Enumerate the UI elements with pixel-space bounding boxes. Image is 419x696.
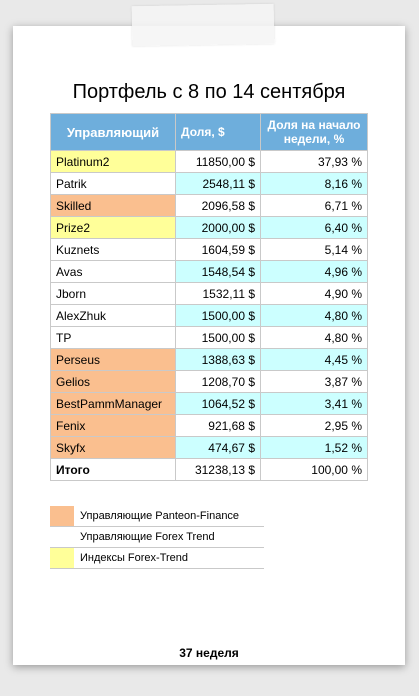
amount-cell: 1532,11 $ <box>176 283 261 305</box>
amount-cell: 1388,63 $ <box>176 349 261 371</box>
percent-cell: 4,90 % <box>261 283 368 305</box>
total-amount: 31238,13 $ <box>176 459 261 481</box>
manager-name: Kuznets <box>51 239 176 261</box>
column-header-amount: Доля, $ <box>176 114 261 151</box>
legend <box>50 506 264 569</box>
table-row <box>51 261 368 283</box>
legend-label-index: Индексы Forex-Trend <box>80 552 189 564</box>
percent-cell: 37,93 % <box>261 151 368 173</box>
legend-label-panteon: Управляющие Panteon-Finance <box>80 510 240 522</box>
tape-decoration <box>132 4 275 46</box>
manager-name: Avas <box>51 261 176 283</box>
table-row <box>51 151 368 173</box>
amount-cell: 474,67 $ <box>176 437 261 459</box>
amount-cell: 2096,58 $ <box>176 195 261 217</box>
percent-cell: 4,80 % <box>261 327 368 349</box>
portfolio-table <box>50 113 368 481</box>
legend-swatch-panteon <box>50 506 74 526</box>
table-row <box>51 283 368 305</box>
amount-cell: 1548,54 $ <box>176 261 261 283</box>
amount-cell: 921,68 $ <box>176 415 261 437</box>
table-row <box>51 195 368 217</box>
table-row <box>51 393 368 415</box>
table-row <box>51 437 368 459</box>
amount-cell: 11850,00 $ <box>176 151 261 173</box>
amount-cell: 1208,70 $ <box>176 371 261 393</box>
manager-name: TP <box>51 327 176 349</box>
amount-cell: 1604,59 $ <box>176 239 261 261</box>
percent-cell: 1,52 % <box>261 437 368 459</box>
legend-swatch-index <box>50 548 74 568</box>
amount-cell: 2548,11 $ <box>176 173 261 195</box>
percent-cell: 6,71 % <box>261 195 368 217</box>
week-label: 37 неделя <box>179 646 239 660</box>
page-title: Портфель с 8 по 14 сентября <box>72 81 346 103</box>
manager-name: Patrik <box>51 173 176 195</box>
legend-label-forex: Управляющие Forex Trend <box>80 531 215 543</box>
manager-name: Perseus <box>51 349 176 371</box>
legend-item-index <box>50 548 264 569</box>
amount-cell: 1500,00 $ <box>176 327 261 349</box>
amount-cell: 2000,00 $ <box>176 217 261 239</box>
manager-name: Jborn <box>51 283 176 305</box>
manager-name: Skyfx <box>51 437 176 459</box>
percent-cell: 3,87 % <box>261 371 368 393</box>
table-body <box>51 151 368 459</box>
table-row <box>51 327 368 349</box>
manager-name: Prize2 <box>51 217 176 239</box>
percent-cell: 6,40 % <box>261 217 368 239</box>
table-row <box>51 349 368 371</box>
percent-cell: 4,96 % <box>261 261 368 283</box>
table-row <box>51 371 368 393</box>
total-row <box>51 459 368 481</box>
amount-cell: 1064,52 $ <box>176 393 261 415</box>
table-row <box>51 217 368 239</box>
percent-cell: 4,45 % <box>261 349 368 371</box>
manager-name: Fenix <box>51 415 176 437</box>
legend-item-forex <box>50 527 264 548</box>
manager-name: BestPammManager <box>51 393 176 415</box>
manager-name: Skilled <box>51 195 176 217</box>
percent-cell: 4,80 % <box>261 305 368 327</box>
percent-cell: 5,14 % <box>261 239 368 261</box>
percent-cell: 3,41 % <box>261 393 368 415</box>
legend-swatch-forex <box>50 527 74 547</box>
column-header-manager: Управляющий <box>51 114 176 151</box>
table-row <box>51 239 368 261</box>
table-row <box>51 415 368 437</box>
portfolio-card <box>13 26 405 665</box>
manager-name: Gelios <box>51 371 176 393</box>
percent-cell: 2,95 % <box>261 415 368 437</box>
amount-cell: 1500,00 $ <box>176 305 261 327</box>
manager-name: Platinum2 <box>51 151 176 173</box>
percent-cell: 8,16 % <box>261 173 368 195</box>
total-label: Итого <box>51 459 176 481</box>
table-row <box>51 305 368 327</box>
manager-name: AlexZhuk <box>51 305 176 327</box>
total-percent: 100,00 % <box>261 459 368 481</box>
table-header-row <box>51 114 368 151</box>
legend-item-panteon <box>50 506 264 527</box>
table-row <box>51 173 368 195</box>
column-header-percent: Доля на начало недели, % <box>261 114 368 151</box>
